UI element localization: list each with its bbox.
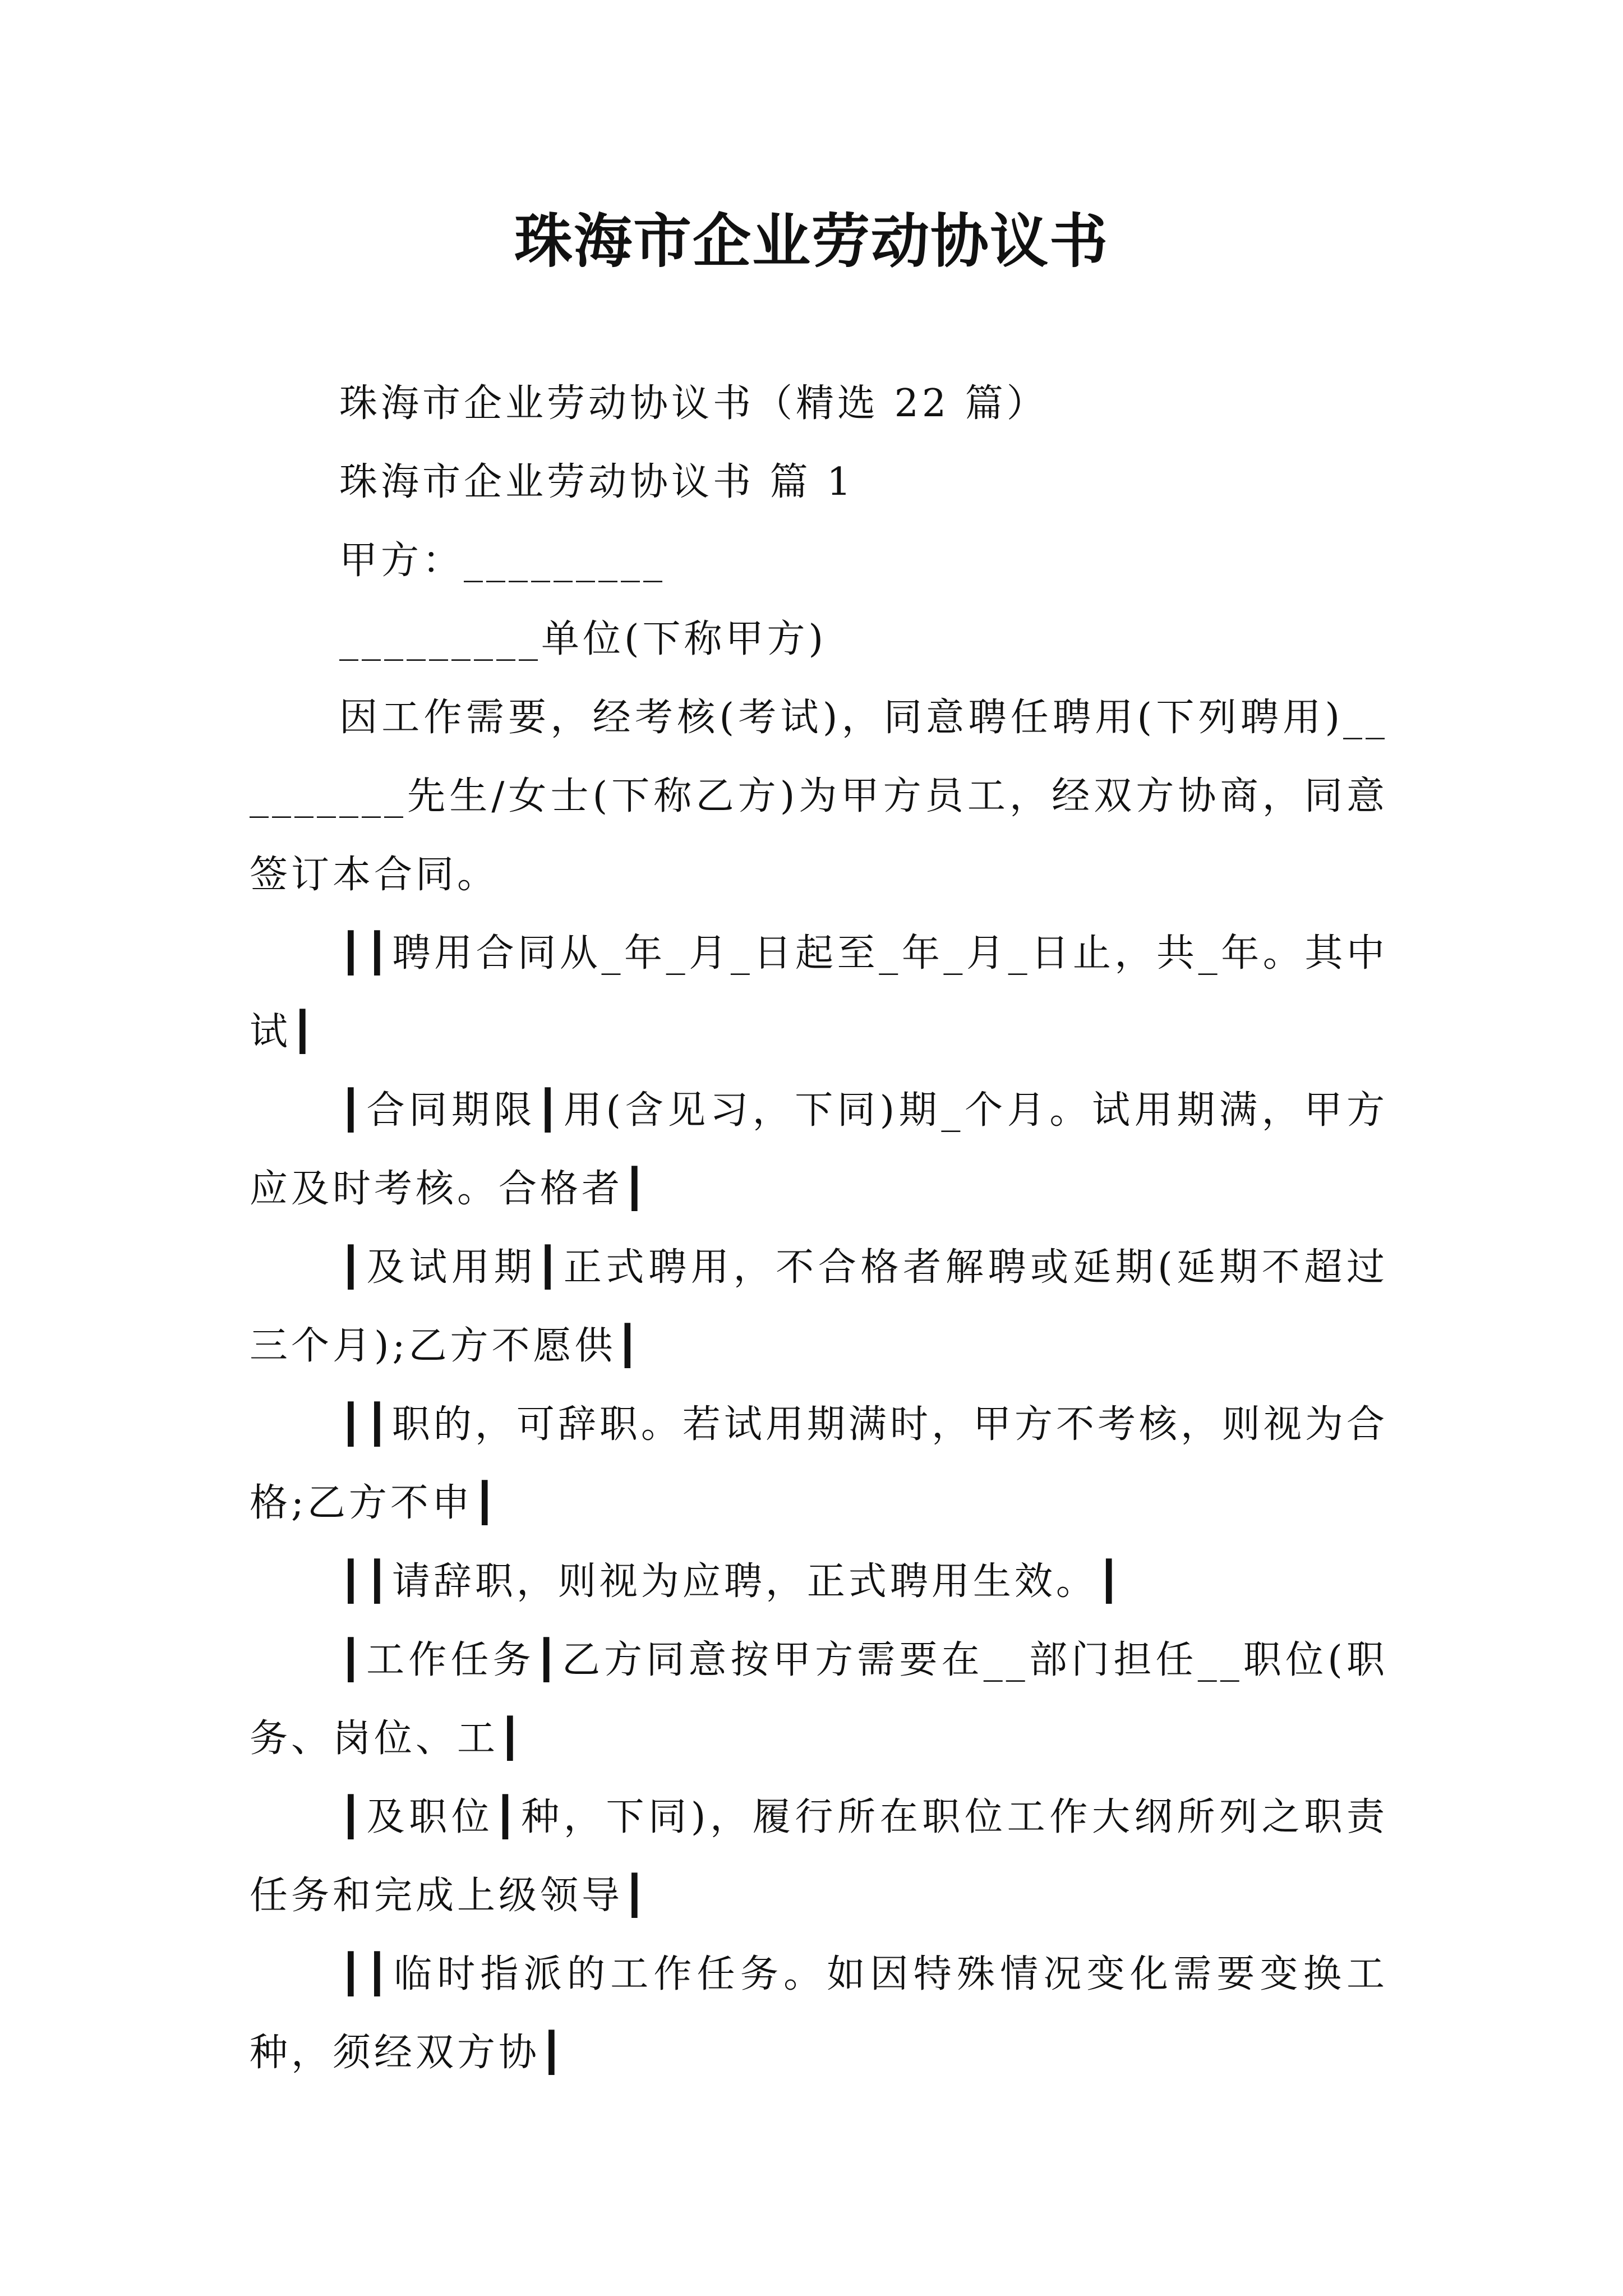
paragraph-contract-term-5: ┃┃请辞职，则视为应聘，正式聘用生效。┃ — [339, 1559, 1124, 1604]
paragraph-job-duty-3: ┃┃临时指派的工作任务。如因特殊情况变化需要变换工种，须经双方协┃ — [250, 1952, 1388, 2075]
document-title: 珠海市企业劳动协议书 — [514, 206, 1109, 275]
paragraph-section-heading: 珠海市企业劳动协议书 篇 1 — [339, 460, 855, 504]
paragraph-subtitle: 珠海市企业劳动协议书（精选 22 篇） — [339, 381, 1048, 426]
paragraph-contract-term-4: ┃┃职的，可辞职。若试用期满时，甲方不考核，则视为合格;乙方不申┃ — [250, 1402, 1388, 1525]
paragraph-contract-term-1: ┃┃聘用合同从_年_月_日起至_年_月_日止，共_年。其中试┃ — [250, 931, 1388, 1054]
paragraph-job-duty-2: ┃及职位┃种，下同)，履行所在职位工作大纲所列之职责任务和完成上级领导┃ — [250, 1795, 1388, 1918]
paragraph-party-a-unit: _________单位(下称甲方) — [339, 617, 827, 661]
document-body — [250, 365, 1388, 2092]
paragraph-contract-term-2: ┃合同期限┃用(含见习，下同)期_个月。试用期满，甲方应及时考核。合格者┃ — [250, 1088, 1388, 1211]
paragraph-job-duty-1: ┃工作任务┃乙方同意按甲方需要在__部门担任__职位(职务、岗位、工┃ — [250, 1638, 1388, 1761]
paragraph-contract-term-3: ┃及试用期┃正式聘用，不合格者解聘或延期(延期不超过三个月);乙方不愿供┃ — [250, 1245, 1388, 1368]
paragraph-intro: 因工作需要，经考核(考试)，同意聘任聘用(下列聘用)_________先生/女士(下称乙方)为甲方员工，经双方协商，同意签订本合同。 — [250, 696, 1388, 897]
paragraph-party-a: 甲方：_________ — [339, 539, 666, 583]
